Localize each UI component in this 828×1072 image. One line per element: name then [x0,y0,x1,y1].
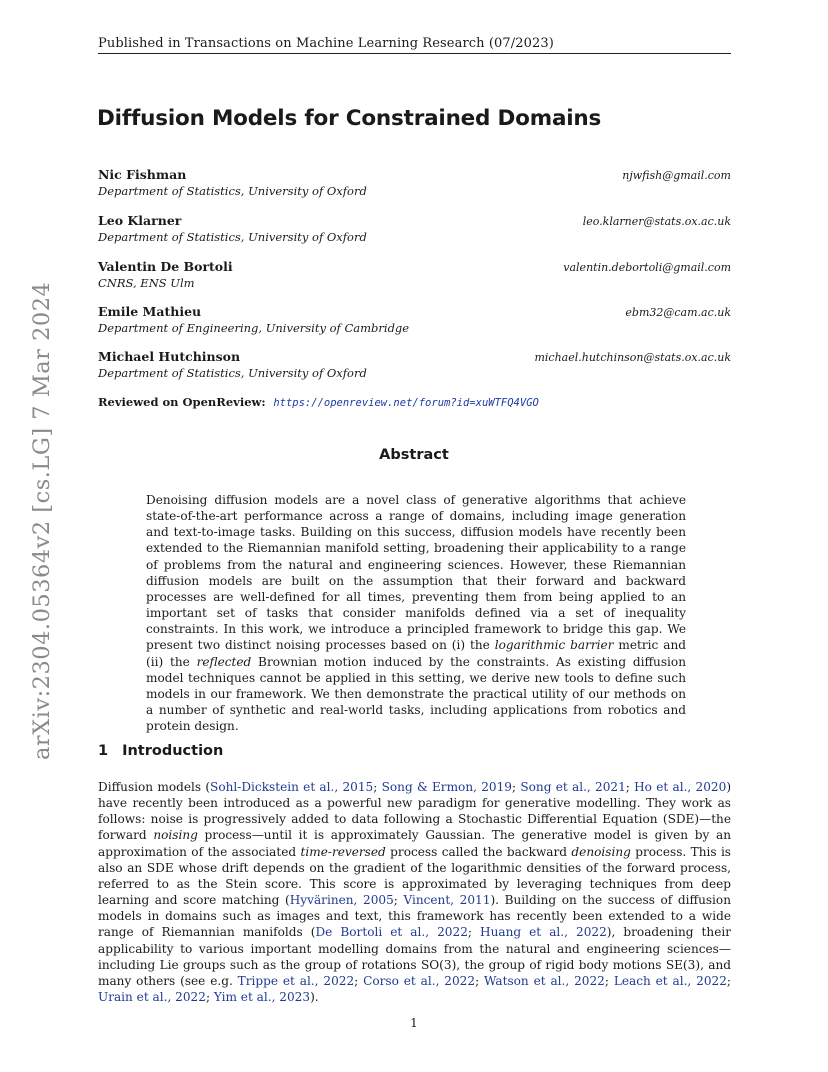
author-block [98,259,731,290]
openreview-label: Reviewed on OpenReview: [98,395,266,409]
intro-text: ) have recently been introduced as a powerful new paradigm for generative modelling. They work as follows: noise is progressively added to data following a Stochastic Differential Equation (SDE)—the forward [98,780,732,843]
intro-text: Diffusion models ( [98,780,211,794]
openreview-line [98,395,539,409]
intro-text: ; [373,780,382,794]
citation-link[interactable]: Hyvärinen, 2005 [289,893,394,908]
arxiv-stamp-text: arXiv:2304.05364v2 [cs.LG] 7 Mar 2024 [29,281,55,760]
citation-link[interactable]: Ho et al., 2020 [634,780,727,794]
author-name: Leo Klarner [98,213,182,228]
citation-link[interactable]: Corso et al., 2022 [363,973,476,988]
author-name: Emile Mathieu [98,304,202,319]
openreview-link[interactable]: https://openreview.net/forum?id=xuWTFQ4VGO [273,397,539,409]
author-block [98,304,731,335]
abstract-heading: Abstract [379,447,449,463]
intro-text: ). [310,990,319,1005]
intro-paragraph [98,779,731,1005]
intro-text: ). Building on the success of diffusion models in domains such as images and text, this framework has recently been extended to a wide range of Riemannian manifolds ( [98,893,731,940]
author-block [98,349,731,380]
citation-link[interactable]: Leach et al., 2022 [613,973,727,988]
section-number: 1 [98,743,109,759]
intro-text: ; [475,973,484,988]
intro-text: ; [726,973,731,988]
author-email: leo.klarner@stats.ox.ac.uk [582,215,731,228]
author-affiliation: CNRS, ENS Ulm [98,276,195,290]
intro-text: ; [393,893,404,908]
paper-title: Diffusion Models for Constrained Domains [97,106,602,131]
author-affiliation: Department of Statistics, University of Oxford [98,366,367,380]
intro-emphasis: noising [153,828,198,843]
abstract-emphasis: reflected [196,654,252,669]
intro-text: ; [604,973,614,988]
citation-link[interactable]: De Bortoli et al., 2022 [315,925,468,940]
citation-link[interactable]: Huang et al., 2022 [480,925,607,940]
citation-link[interactable]: Trippe et al., 2022 [237,973,355,988]
intro-text: ), broadening their applicability to various important modelling domains from the natural and engineering sciences—including Lie groups such as the group of rotations SO(3), the group of rigid body motions SE(3), and many others (see e.g. [98,925,731,988]
author-name: Michael Hutchinson [98,349,241,364]
abstract-text: Denoising diffusion models are a novel class of generative algorithms that achieve state-of-the-art performance across a range of domains, including image generation and text-to-image tasks. Building on this success, diffusion models have recently been extended to the Riemannian manifold setting, broadening their applicability to a range of problems from the natural and engineering sciences. However, these Riemannian diffusion models are built on the assumption that their forward and backward processes are well-defined for all times, preventing them from being applied to an important set of tasks that consider manifolds defined via a set of inequality constraints. In this work, we introduce a principled framework to bridge this gap. We present two distinct noising processes based on (i) the [146,493,686,653]
author-block [98,167,731,198]
abstract-text: metric and (ii) the [146,638,686,669]
abstract-emphasis: logarithmic barrier [494,638,614,653]
intro-text: ; [354,973,364,988]
intro-text: ; [512,780,521,794]
page-number: 1 [410,1016,418,1030]
journal-header: Published in Transactions on Machine Learning Research (07/2023) [98,36,554,51]
citation-link[interactable]: Sohl-Dickstein et al., 2015 [210,780,374,794]
author-name: Nic Fishman [98,167,187,182]
author-affiliation: Department of Statistics, University of Oxford [98,230,367,244]
author-affiliation: Department of Statistics, University of Oxford [98,184,367,198]
citation-link[interactable]: Song et al., 2021 [520,780,626,794]
citation-link[interactable]: Yim et al., 2023 [213,990,311,1005]
arxiv-stamp [22,281,62,760]
intro-text: ; [205,990,214,1005]
section-title: Introduction [122,743,224,759]
abstract-text: Brownian motion induced by the constraints. As existing diffusion model techniques cannot be applied in this setting, we derive new tools to define such models in our framework. We then demonstrate the practical utility of our methods on a number of synthetic and real-world tasks, including applications from robotics and protein design. [146,654,686,734]
author-email: michael.hutchinson@stats.ox.ac.uk [534,351,731,364]
intro-emphasis: denoising [571,844,631,859]
intro-text: process. This is also an SDE whose drift depends on the gradient of the logarithmic densities of the forward process, referred to as the Stein score. This score is approximated by leveraging techniques from deep learning and score matching ( [98,844,732,908]
author-email: njwfish@gmail.com [622,169,731,182]
author-block [98,213,731,244]
intro-text: ; [467,925,481,940]
citation-link[interactable]: Urain et al., 2022 [98,990,206,1005]
intro-emphasis: time-reversed [300,844,386,859]
intro-text: ; [625,780,635,794]
section-heading [98,743,223,759]
intro-text: process—until it is approximately Gaussian. The generative model is given by an approximation of the associated [98,828,731,859]
author-email: ebm32@cam.ac.uk [625,306,731,319]
abstract-body [146,492,686,734]
author-email: valentin.debortoli@gmail.com [563,261,731,274]
citation-link[interactable]: Vincent, 2011 [403,893,491,908]
citation-link[interactable]: Watson et al., 2022 [484,973,605,988]
author-name: Valentin De Bortoli [98,259,233,274]
intro-text: process called the backward [385,844,572,859]
header-rule [98,53,731,54]
author-affiliation: Department of Engineering, University of Cambridge [98,321,410,335]
citation-link[interactable]: Song & Ermon, 2019 [381,780,513,794]
